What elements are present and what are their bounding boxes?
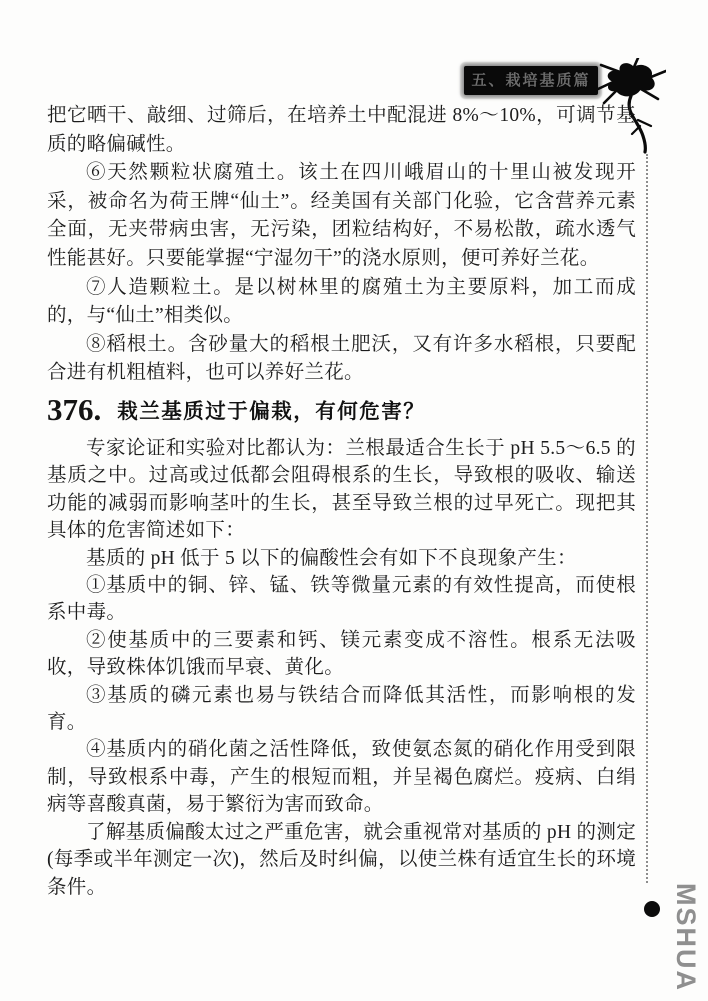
paragraph-item-6: ⑥天然颗粒状腐殖土。该土在四川峨眉山的十里山被发现开采，被命名为荷王牌“仙土”。经美国有关部门化验，它含营养元素全面，无夹带病虫害，无污染，团粒结构好，不易松散，疏水透气性能甚好。只要能掌握“宁湿勿干”的浇水原则，便可养好兰花。 [47,162,636,269]
margin-dotted-line [646,154,648,883]
question-title: 栽兰基质过于偏栽，有何危害？ [117,400,426,423]
paragraph-harm-3: ③基质的磷元素也易与铁结合而降低其活性，而影响根的发育。 [47,684,636,734]
paragraph-harm-1: ①基质中的铜、锌、锰、铁等微量元素的有效性提高，而使根系中毒。 [47,575,636,624]
margin-bullet-dot [644,901,660,917]
watermark-text: MSHUA [671,883,701,992]
paragraph-item-8: ⑧稻根土。含砂量大的稻根土肥沃，又有许多水稻根，只要配合进有机粗植料，也可以养好兰花。 [47,333,636,384]
chapter-banner: 五、栽培基质篇 [464,66,598,95]
paragraph-harm-4: ④基质内的硝化菌之活性降低，致使氨态氮的硝化作用受到限制，导致根系中毒，产生的根短而粗，并呈褐色腐烂。疫病、白绢病等喜酸真菌，易于繁衍为害而致命。 [47,739,636,816]
paragraph-experts: 专家论证和实验对比都认为：兰根最适合生长于 pH 5.5～6.5 的基质之中。过高或过低都会阻碍根系的生长，导致根的吸收、输送功能的减弱而影响茎叶的生长，甚至导致兰根的过早死亡。现把其具体的危害简述如下： [47,438,636,542]
paragraph-harm-2: ②使基质中的三要素和钙、镁元素变成不溶性。根系无法吸收，导致株体饥饿而早衰、黄化。 [47,629,636,679]
section-heading [47,392,636,428]
paragraph-conclusion: 了解基质偏酸太过之严重危害，就会重视常对基质的 pH 的测定(每季或半年测定一次)，然后及时纠偏，以使兰株有适宜生长的环境条件。 [47,821,636,898]
upper-text-block [47,102,636,388]
paragraph-continued: 把它晒干、敲细、过筛后，在培养土中配混进 8%～10%，可调节基质的略偏碱性。 [47,105,636,155]
question-number: 376. [47,392,102,427]
paragraph-ph-intro: 基质的 pH 低于 5 以下的偏酸性会有如下不良现象产生： [86,547,577,569]
paragraph-item-7: ⑦人造颗粒土。是以树林里的腐殖土为主要原料，加工而成的，与“仙土”相类似。 [47,276,636,327]
lower-text-block [47,435,636,901]
